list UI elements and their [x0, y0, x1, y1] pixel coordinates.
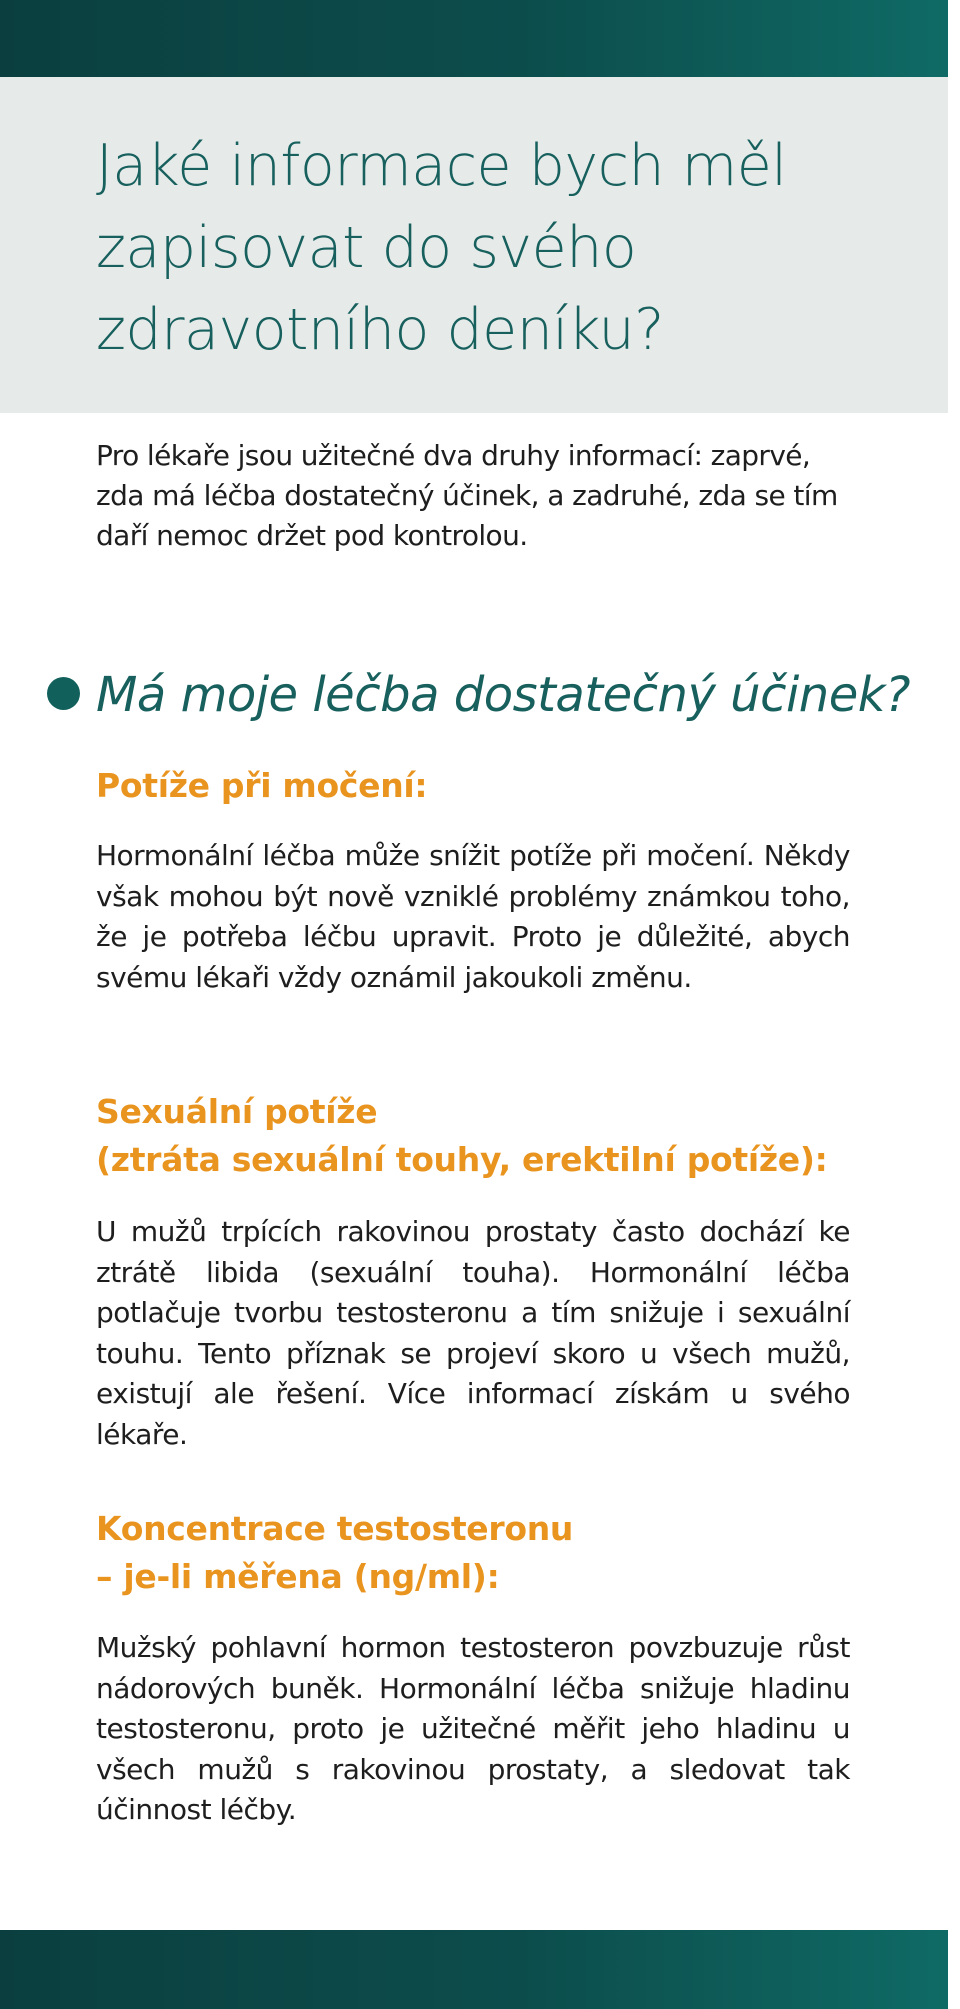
page-title: Jaké informace bych měl zapisovat do svého zdravotního deníku? — [96, 133, 787, 363]
top-decorative-band — [0, 0, 948, 77]
testosterone-heading — [96, 1505, 896, 1601]
sexual-issues-heading-line-2: (ztráta sexuální touhy, erektilní potíže): — [96, 1140, 828, 1179]
section-heading: Má moje léčba dostatečný účinek? — [96, 667, 911, 723]
urination-heading — [96, 762, 896, 810]
sexual-issues-heading — [96, 1088, 896, 1184]
testosterone-heading-line-2: – je-li měřena (ng/ml): — [96, 1557, 500, 1596]
sexual-issues-text: U mužů trpících rakovinou prostaty často dochází ke ztrátě libida (sexuální touha). Hormonální léčba potlačuje tvorbu testosteronu a tím snižuje i sexuální touhu. Tento příznak se projeví skoro u všech mužů, existují ale řešení. Více informací získám u svého lékaře. — [96, 1215, 850, 1451]
testosterone-text: Mužský pohlavní hormon testosteron povzbuzuje růst nádorových buněk. Hormonální léčba snižuje hladinu testosteronu, proto je užitečné měřit jeho hladinu u všech mužů s rakovinou prostaty, a sledovat tak účinnost léčby. — [96, 1631, 850, 1826]
urination-text: Hormonální léčba může snížit potíže při močení. Někdy však mohou být nově vzniklé problémy známkou toho, že je potřeba léčbu upravit. Proto je důležité, abych svému lékaři vždy oznámil jakoukoli změnu. — [96, 839, 850, 994]
intro-paragraph: Pro lékaře jsou užitečné dva druhy informací: zaprvé, zda má léčba dostatečný účinek, a zadruhé, zda se tím daří nemoc držet pod kontrolou. — [96, 439, 838, 552]
section-bullet-icon — [47, 677, 80, 710]
sexual-issues-heading-line-1: Sexuální potíže — [96, 1092, 378, 1131]
testosterone-heading-line-1: Koncentrace testosteronu — [96, 1509, 574, 1548]
urination-heading-line: Potíže při močení: — [96, 766, 428, 805]
bottom-decorative-band — [0, 1930, 948, 2009]
